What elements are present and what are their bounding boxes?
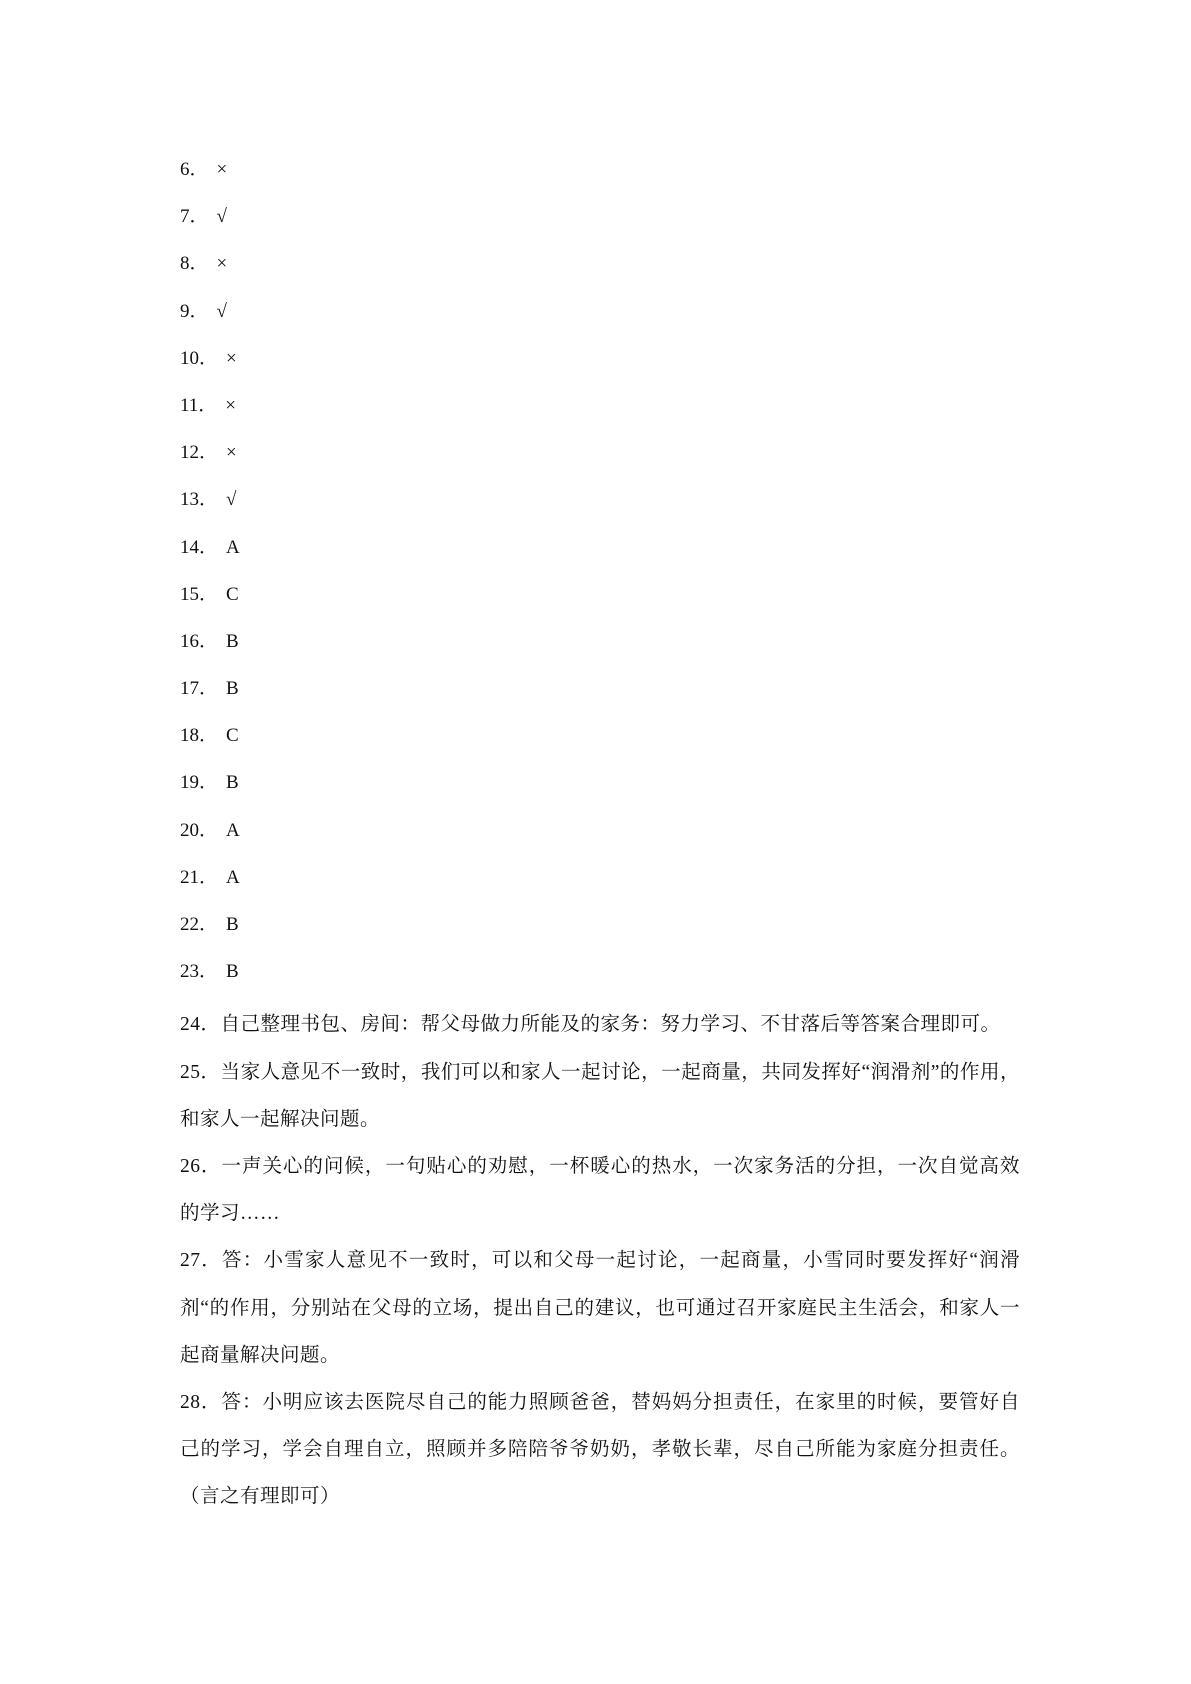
answer-value: A xyxy=(226,819,240,841)
question-number: 15． xyxy=(180,583,219,605)
answer-value: A xyxy=(226,536,240,558)
answer-value: B xyxy=(226,961,239,983)
answer-item-20 xyxy=(180,813,1020,860)
question-number: 17． xyxy=(180,678,219,700)
answer-value: × xyxy=(226,347,237,369)
answer-item-16 xyxy=(180,624,1020,671)
question-number: 9． xyxy=(180,300,209,322)
answer-value: √ xyxy=(226,489,237,511)
answer-item-6 xyxy=(180,152,1020,199)
question-number: 12． xyxy=(180,442,219,464)
answer-value: × xyxy=(225,394,237,416)
answer-paragraph-28: 28．答：小明应该去医院尽自己的能力照顾爸爸，替妈妈分担责任，在家里的时候，要管好自己的学习，学会自理自立，照顾并多陪陪爷爷奶奶，孝敬长辈，尽自己所能为家庭分担责任。（言之有理即可） xyxy=(180,1392,1020,1508)
answer-value: B xyxy=(226,630,239,652)
question-number: 6． xyxy=(180,159,209,180)
question-number: 10． xyxy=(180,347,219,369)
answer-item-18 xyxy=(180,718,1020,765)
answer-paragraph-24: 24．自己整理书包、房间：帮父母做力所能及的家务：努力学习、不甘落后等答案合理即可。 xyxy=(180,1014,1001,1036)
question-number: 14． xyxy=(180,536,219,558)
question-number: 22． xyxy=(180,914,219,935)
answer-item-8 xyxy=(180,246,1020,293)
answer-value: A xyxy=(226,866,240,888)
answer-list xyxy=(180,152,1020,1521)
answer-value: B xyxy=(226,914,239,935)
question-number: 13． xyxy=(180,489,219,511)
answer-item-9 xyxy=(180,294,1020,341)
answer-value: B xyxy=(226,678,239,700)
question-number: 21． xyxy=(180,866,219,888)
answer-item-15 xyxy=(180,577,1020,624)
answer-value: √ xyxy=(216,300,227,322)
answer-value: × xyxy=(216,159,228,180)
answer-item-11 xyxy=(180,388,1020,435)
answer-item-12 xyxy=(180,435,1020,482)
answer-paragraph-27: 27．答：小雪家人意见不一致时，可以和父母一起讨论，一起商量，小雪同时要发挥好“润滑剂“的作用，分别站在父母的立场，提出自己的建议，也可通过召开家庭民主生活会，和家人一起商量解决问题。 xyxy=(180,1250,1020,1366)
answer-value: B xyxy=(226,772,239,794)
question-number: 20． xyxy=(180,819,219,841)
answer-paragraph-25: 25．当家人意见不一致时，我们可以和家人一起讨论，一起商量，共同发挥好“润滑剂”的作用，和家人一起解决问题。 xyxy=(180,1061,1020,1130)
answer-value: × xyxy=(226,442,237,464)
question-number: 8． xyxy=(180,253,209,275)
answer-item-19 xyxy=(180,765,1020,812)
question-number: 11． xyxy=(180,394,218,416)
answer-value: C xyxy=(226,583,239,605)
answer-value: × xyxy=(216,253,228,275)
answer-item-17 xyxy=(180,671,1020,718)
answer-paragraph-26: 26．一声关心的问候，一句贴心的劝慰，一杯暖心的热水，一次家务活的分担，一次自觉高效的学习…… xyxy=(180,1155,1020,1225)
answer-value: √ xyxy=(216,206,227,228)
question-number: 7． xyxy=(180,206,209,228)
answer-item-21 xyxy=(180,860,1020,907)
question-number: 18． xyxy=(180,725,219,747)
answer-item-10 xyxy=(180,341,1020,388)
question-number: 23． xyxy=(180,961,219,983)
question-number: 16． xyxy=(180,630,219,652)
question-number: 19． xyxy=(180,772,219,794)
answer-item-7 xyxy=(180,199,1020,246)
answer-item-13 xyxy=(180,482,1020,529)
answer-item-23 xyxy=(180,954,1020,1001)
answer-item-22 xyxy=(180,907,1020,954)
answer-item-14 xyxy=(180,530,1020,577)
answer-value: C xyxy=(226,725,239,747)
